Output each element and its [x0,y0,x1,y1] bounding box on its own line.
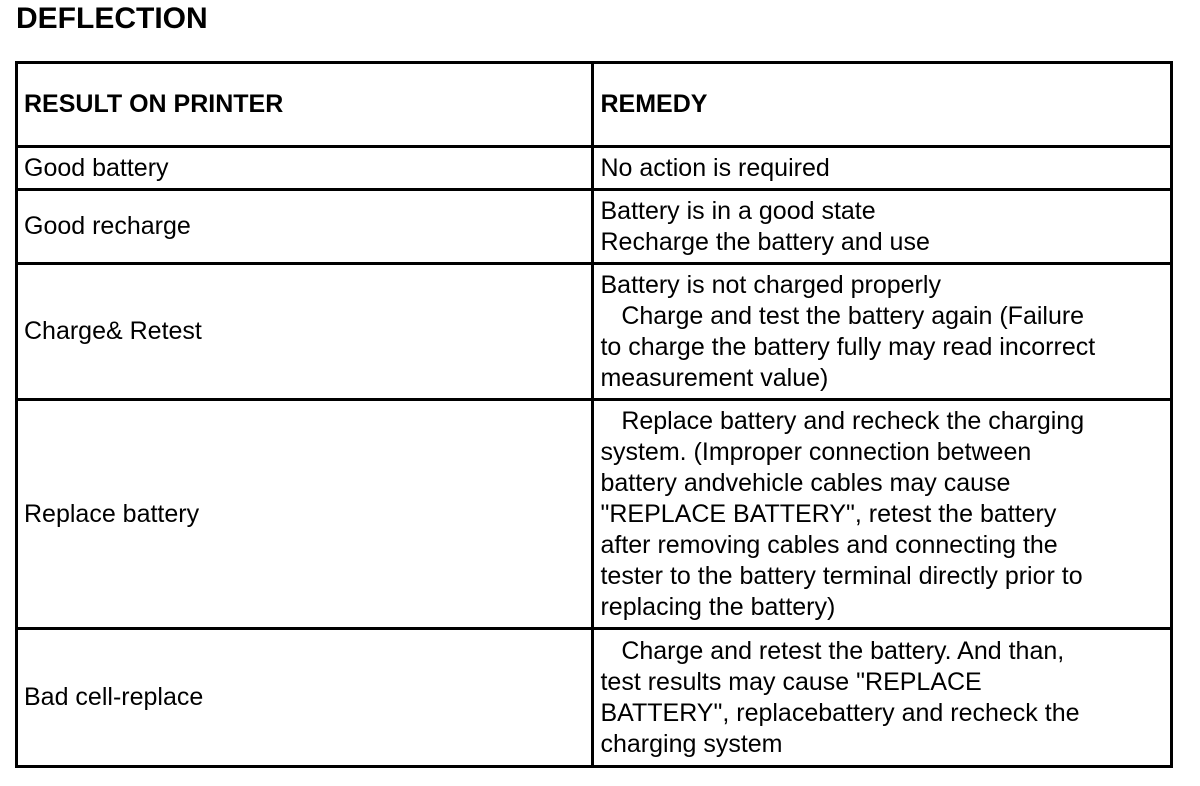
remedy-line: Charge and retest the battery. And than, [600,636,1065,665]
remedy-cell [593,629,1172,767]
remedy-cell [593,147,1172,190]
remedy-line: replacing the battery) [600,592,836,621]
remedy-line: charging system [600,729,783,758]
table-header-row [17,63,1172,147]
remedy-line: after removing cables and connecting the [600,530,1058,559]
remedy-cell [593,400,1172,629]
result-cell: Charge& Retest [17,264,593,400]
table-row [17,147,1172,190]
remedy-line: Replace battery and recheck the charging [600,406,1085,435]
remedy-line: Battery is not charged properly [600,270,941,299]
remedy-line: "REPLACE BATTERY", retest the battery [600,499,1057,528]
remedy-cell [593,190,1172,264]
table-row [17,400,1172,629]
deflection-table [15,61,1173,768]
remedy-line: test results may cause "REPLACE [600,667,982,696]
table-row [17,190,1172,264]
remedy-line: Recharge the battery and use [600,227,930,256]
remedy-line: measurement value) [600,363,829,392]
remedy-line: to charge the battery fully may read incorrect [600,332,1096,361]
remedy-line: tester to the battery terminal directly prior to [600,561,1083,590]
table-row [17,264,1172,400]
result-cell: Bad cell-replace [17,629,593,767]
header-remedy: REMEDY [593,63,1172,147]
remedy-line: Battery is in a good state [600,196,876,225]
result-cell: Good battery [17,147,593,190]
result-cell: Replace battery [17,400,593,629]
remedy-line: BATTERY", replacebattery and recheck the [600,698,1080,727]
header-result-on-printer: RESULT ON PRINTER [17,63,593,147]
remedy-cell [593,264,1172,400]
remedy-line: system. (Improper connection between [600,437,1032,466]
table-row [17,629,1172,767]
page-title: DEFLECTION [16,2,208,35]
remedy-line: battery andvehicle cables may cause [600,468,1011,497]
remedy-line: No action is required [600,153,830,182]
remedy-line: Charge and test the battery again (Failure [600,301,1085,330]
result-cell: Good recharge [17,190,593,264]
